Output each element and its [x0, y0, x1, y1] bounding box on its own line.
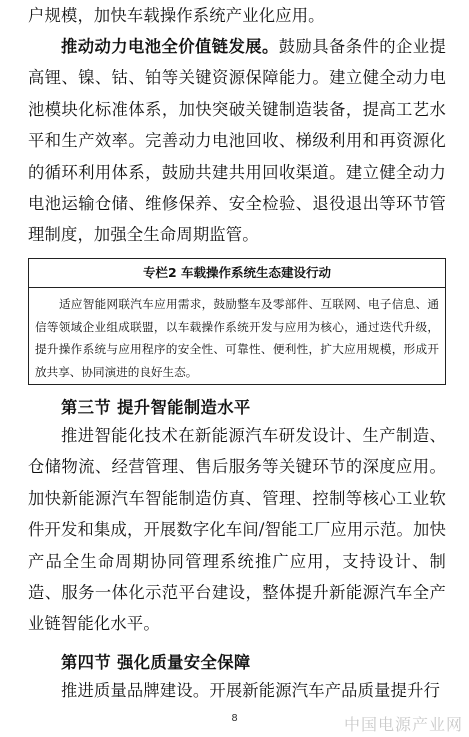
paragraph-section3 [28, 420, 446, 640]
paragraph-battery [28, 31, 446, 251]
box-title: 专栏2 车载操作系统生态建设行动 [29, 259, 445, 288]
paragraph-text: 推进智能化技术在新能源汽车研发设计、生产制造、仓储物流、经营管理、售后服务等关键环节的深度应用。加快新能源汽车智能制造仿真、管理、控制等核心工业软件开发和集成，开展数字化车间/智能工厂应用示范。加快产品全生命周期协同管理系统推广应用，支持设计、制造、服务一体化示范平台建设，整体提升新能源汽车全产业链智能化水平。 [28, 426, 446, 634]
section-heading-3: 第三节 提升智能制造水平 [61, 398, 251, 417]
section-heading-4: 第四节 强化质量安全保障 [61, 653, 251, 672]
page-number: 8 [231, 713, 238, 724]
paragraph-text: 户规模，加快车载操作系统产业化应用。 [28, 6, 325, 25]
box-body: 适应智能网联汽车应用需求，鼓励整车及零部件、互联网、电子信息、通信等领域企业组成联盟，以车载操作系统开发与应用为核心，通过迭代升级，提升操作系统与应用程序的安全性、可靠性、便利性，扩大应用规模，形成开放共享、协同演进的良好生态。 [35, 297, 439, 379]
paragraph-continued [28, 0, 446, 31]
paragraph-text: 推进质量品牌建设。开展新能源汽车产品质量提升行 [61, 681, 441, 700]
paragraph-text: 鼓励具备条件的企业提高锂、镍、钴、铂等关键资源保障能力。建立健全动力电池模块化标准体系，加快突破关键制造装备，提高工艺水平和生产效率。完善动力电池回收、梯级利用和再资源化的循环利用体系，鼓励共建共用回收渠道。建立健全动力电池运输仓储、维修保养、安全检验、退役退出等环节管理制度，加强全生命周期监管。 [28, 37, 446, 245]
paragraph-lead: 推动动力电池全价值链发展。 [61, 37, 279, 56]
sidebar-box [28, 258, 446, 385]
watermark: 中国电源产业网 [343, 715, 463, 734]
paragraph-section4 [28, 675, 446, 706]
